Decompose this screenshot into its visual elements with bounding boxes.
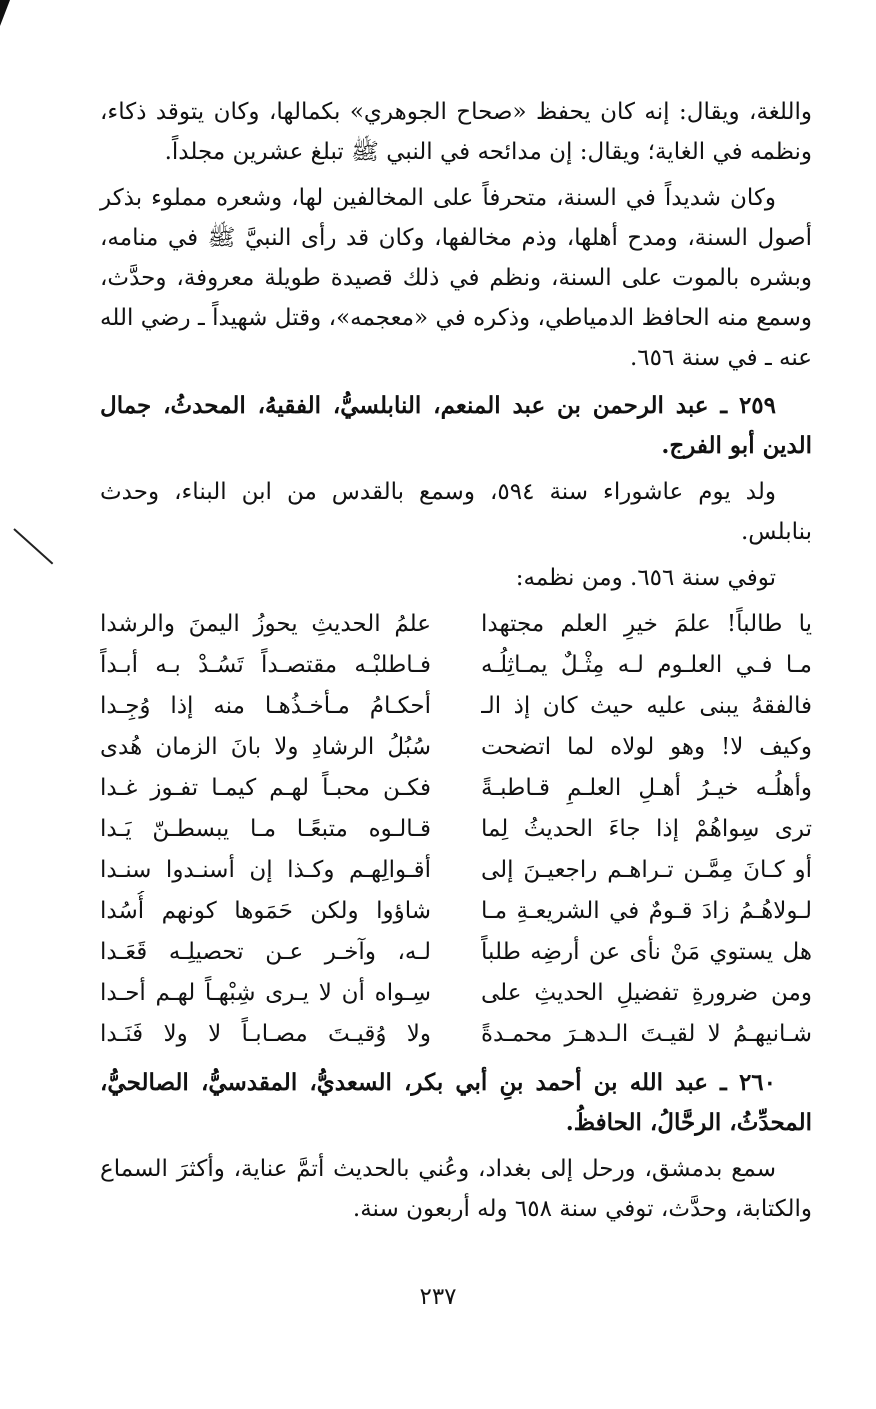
verse-second-half: شاؤوا ولكن حَمَوها كونهم أُسُدا <box>100 898 431 924</box>
verse-first-half: وأهلُـه خيـرُ أهـلِ العلـمِ قـاطبـةً <box>481 775 812 801</box>
entry-259-text-birth: ولد يوم عاشوراء سنة ٥٩٤، وسمع بالقدس من ابن البناء، وحدث بنابلس. <box>100 479 812 545</box>
verse-first-half: مـا فـي العلـوم لـه مِثْـلٌ يمـاثِلُـه <box>481 652 812 678</box>
verse-second-half: علمُ الحديثِ يحوزُ اليمنَ والرشدا <box>100 611 431 637</box>
page-corner-mark <box>0 0 10 26</box>
entry-259-heading: ٢٥٩ ـ عبد الرحمن بن عبد المنعم، النابلسيُّ، الفقيهُ، المحدثُ، جمال الدين أبو الفرج. <box>100 392 812 459</box>
verse-second-half: سِـواه أن لا يـرى شِبْهـاً لهـم أحـدا <box>100 980 431 1006</box>
verse-first-half: ومن ضرورةِ تفضيلِ الحديثِ على <box>481 980 812 1006</box>
poem <box>100 604 812 1055</box>
verse-second-half: سُبُلُ الرشادِ ولا بانَ الزمان هُدى <box>100 734 431 760</box>
verse-first-half: ترى سِواهُمْ إذا جاءَ الحديثُ لِما <box>481 816 812 842</box>
verse-second-half: فـاطلبْـه مقتصـداً تَسُـدْ بـه أبـداً <box>100 652 431 678</box>
entry-259-text-death: توفي سنة ٦٥٦. ومن نظمه: <box>515 565 776 591</box>
verse-first-half: يا طالباً! علمَ خيرِ العلم مجتهدا <box>481 611 812 637</box>
verse-second-half: لـه، وآخـر عـن تحصيلِـه قَعَـدا <box>100 939 431 965</box>
page-body <box>100 92 812 1235</box>
entry-260-text: سمع بدمشق، ورحل إلى بغداد، وعُني بالحديث أتمَّ عناية، وأكثرَ السماع والكتابة، وحدَّث، توفي سنة ٦٥٨ وله أربعون سنة. <box>100 1156 812 1222</box>
verse-second-half: قـالـوه متبعًـا مـا يبسطـنّ يَـدا <box>100 816 431 842</box>
verse-first-half: فالفقهُ يبنى عليه حيث كان إذ الـ <box>481 693 812 719</box>
verse-first-half: لـولاهُـمُ زادَ قـومٌ في الشريعـةِ مـا <box>481 898 812 924</box>
paragraph-continuation: واللغة، ويقال: إنه كان يحفظ «صحاح الجوهري» بكمالها، وكان يتوقد ذكاء، ونظمه في الغاية؛ ويقال: إن مدائحه في النبي ﷺ تبلغ عشرين مجلداً. <box>100 99 812 165</box>
entry-260-heading: ٢٦٠ ـ عبد الله بن أحمد بنِ أبي بكر، السعديُّ، المقدسيُّ، الصالحيُّ، المحدِّثُ، الرحَّالُ، الحافظُ. <box>100 1069 812 1136</box>
verse-second-half: فكـن محبـاً لهـم كيمـا تفـوز غـدا <box>100 775 431 801</box>
verse-second-half: أحكـامُ مـأخـذُهـا منه إذا وُجِـدا <box>100 693 431 719</box>
verse-first-half: هل يستوي مَنْ نأى عن أرضِه طلباً <box>481 939 812 965</box>
verse-first-half: أو كـانَ مِمَّـن تـراهـم راجعيـنَ إلى <box>481 857 812 883</box>
verse-first-half: وكيف لا! وهو لولاه لما اتضحت <box>481 734 812 760</box>
verse-second-half: أقـوالِهـم وكـذا إن أسنـدوا سنـدا <box>100 857 431 883</box>
page-number: ٢٣٧ <box>419 1284 457 1310</box>
verse-first-half: شـانيهـمُ لا لقيـتَ الـدهـرَ محمـدةً <box>481 1021 812 1047</box>
verse-second-half: ولا وُقيـتَ مصـابـاً لا ولا فَنَـدا <box>100 1021 431 1047</box>
margin-pen-mark <box>13 528 53 564</box>
paragraph-sunnah: وكان شديداً في السنة، متحرفاً على المخالفين لها، وشعره مملوء بذكر أصول السنة، ومدح أهلها، وذم مخالفها، وكان قد رأى النبيَّ ﷺ في منامه، وبشره بالموت على السنة، ونظم في ذلك قصيدة طويلة معروفة، وحدَّث، وسمع منه الحافظ الدمياطي، وذكره في «معجمه»، وقتل شهيداً ـ رضي الله عنه ـ في سنة ٦٥٦. <box>100 185 812 371</box>
